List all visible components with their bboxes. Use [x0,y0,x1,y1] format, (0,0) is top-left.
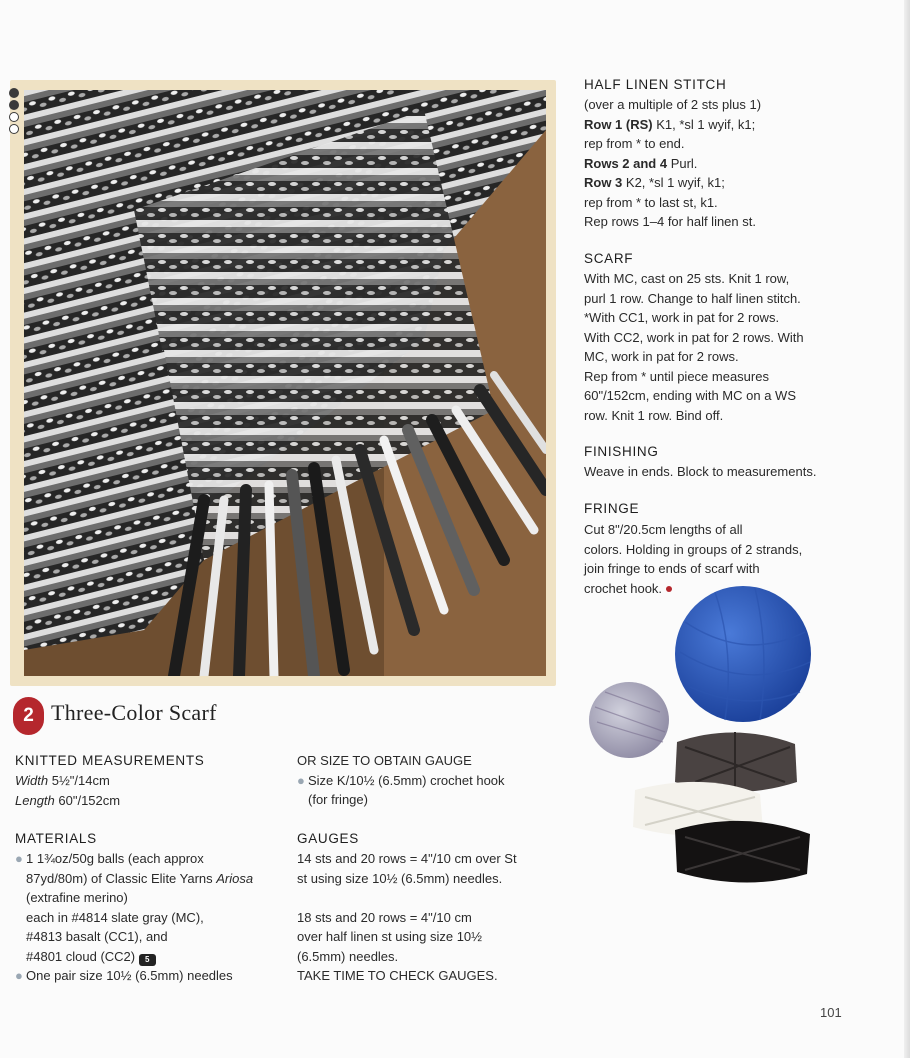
fringe-line: Cut 8"/20.5cm lengths of all [584,522,743,537]
gauges-block [297,849,517,986]
yarn-line: 1 1¾oz/50g balls (each approx [26,851,204,866]
fringe-line: join fringe to ends of scarf with [584,561,760,576]
marker-dot [9,112,19,122]
finishing-heading: FINISHING [584,444,659,459]
yarn-line: 87yd/80m) of Classic Elite Yarns [26,870,217,886]
bullet-icon: ● [15,851,23,866]
finishing-text: Weave in ends. Block to measurements. [584,464,817,479]
width-label: Width [15,773,49,788]
gauge-line: 14 sts and 20 rows = 4"/10 cm over St [297,851,517,866]
fringe-line: crochet hook. [584,580,663,596]
half-linen-heading: HALF LINEN STITCH [584,77,727,92]
marker-dot [9,124,19,134]
yarn-line: each in #4814 slate gray (MC), [26,909,204,925]
half-linen-intro: (over a multiple of 2 sts plus 1) [584,97,762,112]
bullet-icon: ● [15,968,23,983]
gauge-line: 18 sts and 20 rows = 4"/10 cm [297,909,472,925]
row-label: Row 3 [584,175,623,190]
fringe-heading: FRINGE [584,501,640,516]
width-value: 5½"/14cm [48,773,110,788]
pattern-number-badge: 2 [13,697,44,735]
page-marker-dots [9,88,21,136]
length-value: 60"/152cm [54,792,121,808]
row-text: K1, *sl 1 wyif, k1; [652,116,756,132]
half-linen-block [584,95,761,232]
scarf-line: *With CC1, work in pat for 2 rows. [584,310,780,325]
materials-continued [297,751,505,810]
bullet-icon: ● [297,772,305,788]
yarn-line: #4813 basalt (CC1), and [26,929,168,944]
gauge-line: st using size 10½ (6.5mm) needles. [297,870,503,886]
page-edge [904,0,910,1058]
row-text: Purl. [667,155,698,171]
hook-line: Size K/10½ (6.5mm) crochet hook [308,772,505,788]
marker-dot [9,88,19,98]
scarf-line: 60"/152cm, ending with MC on a WS [584,388,796,403]
gauges-heading: GAUGES [297,831,359,846]
row-label: Rows 2 and 4 [584,155,668,171]
page-number: 101 [820,1005,842,1020]
scarf-block [584,269,804,425]
yarn-weight-icon: 5 [139,954,156,966]
scarf-photo [24,90,546,676]
hook-line: (for fringe) [308,792,368,807]
gauge-line: (6.5mm) needles. [297,948,399,964]
marker-dot [9,100,19,110]
row-text: Rep rows 1–4 for half linen st. [584,214,756,229]
measurements-heading: KNITTED MEASUREMENTS [15,753,205,768]
yarn-brand: Ariosa [216,870,254,886]
yarn-line: (extrafine merino) [26,890,128,905]
yarn-line: #4801 cloud (CC2) [26,948,136,964]
materials-list [15,849,253,986]
row-text: K2, *sl 1 wyif, k1; [622,175,725,190]
scarf-line: MC, work in pat for 2 rows. [584,349,739,364]
scarf-line: row. Knit 1 row. Bind off. [584,407,724,423]
pattern-title: Three-Color Scarf [51,700,217,725]
gauge-note: OR SIZE TO OBTAIN GAUGE [297,753,472,768]
scarf-line: With CC2, work in pat for 2 rows. With [584,329,804,345]
scarf-heading: SCARF [584,251,634,266]
scarf-line: With MC, cast on 25 sts. Knit 1 row, [584,271,790,286]
measurements-block [15,771,120,810]
needles-line: One pair size 10½ (6.5mm) needles [26,968,233,983]
row-text: rep from * to last st, k1. [584,194,718,210]
gauge-line: over half linen st using size 10½ [297,929,482,944]
scarf-line: purl 1 row. Change to half linen stitch. [584,290,801,306]
length-label: Length [15,792,55,808]
row-text: rep from * to end. [584,136,685,151]
row-label: Row 1 (RS) [584,116,653,132]
scarf-line: Rep from * until piece measures [584,368,769,384]
gauge-check: TAKE TIME TO CHECK GAUGES. [297,968,498,983]
materials-heading: MATERIALS [15,831,97,846]
yarn-illustration [585,582,835,892]
fringe-line: colors. Holding in groups of 2 strands, [584,541,803,557]
